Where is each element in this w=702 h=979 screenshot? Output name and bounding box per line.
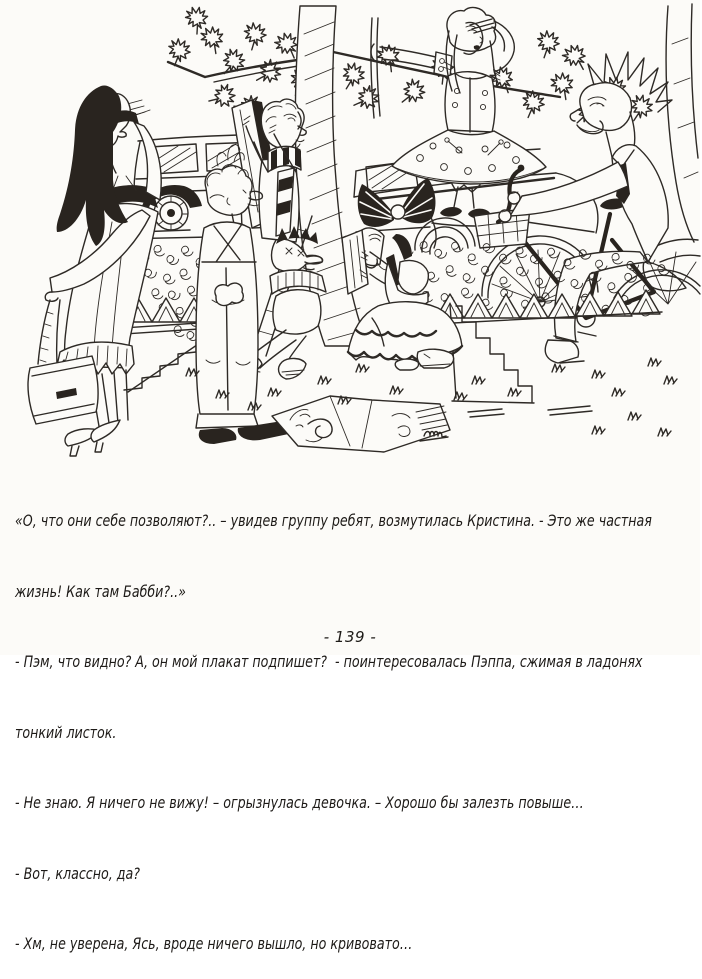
page-number: - 139 - bbox=[323, 628, 377, 646]
story-line: - Не знаю. Я ничего не вижу! – огрызнулась девочка. – Хорошо бы залезть повыше… bbox=[15, 793, 584, 812]
story-line: тонкий листок. bbox=[15, 722, 117, 742]
bow-girl bbox=[342, 178, 462, 370]
illustration bbox=[0, 0, 700, 458]
story-line: - Пэм, что видно? А, он мой плакат подпишет? - поинтересовалась Пэппа, сжимая в ладонях bbox=[15, 652, 643, 671]
story-line: «О, что они себе позволяют?.. – увидев группу ребят, возмутилась Кристина. - Это же частная bbox=[15, 511, 652, 530]
story-line: жизнь! Как там Бабби?..» bbox=[15, 581, 186, 601]
story-line: - Хм, не уверена, Ясь, вроде ничего вышло, но кривовато… bbox=[15, 934, 413, 953]
story-text bbox=[15, 462, 702, 979]
story-line: - Вот, классно, да? bbox=[15, 863, 140, 883]
poster-on-ground bbox=[272, 396, 450, 452]
girl-on-car bbox=[371, 8, 546, 226]
